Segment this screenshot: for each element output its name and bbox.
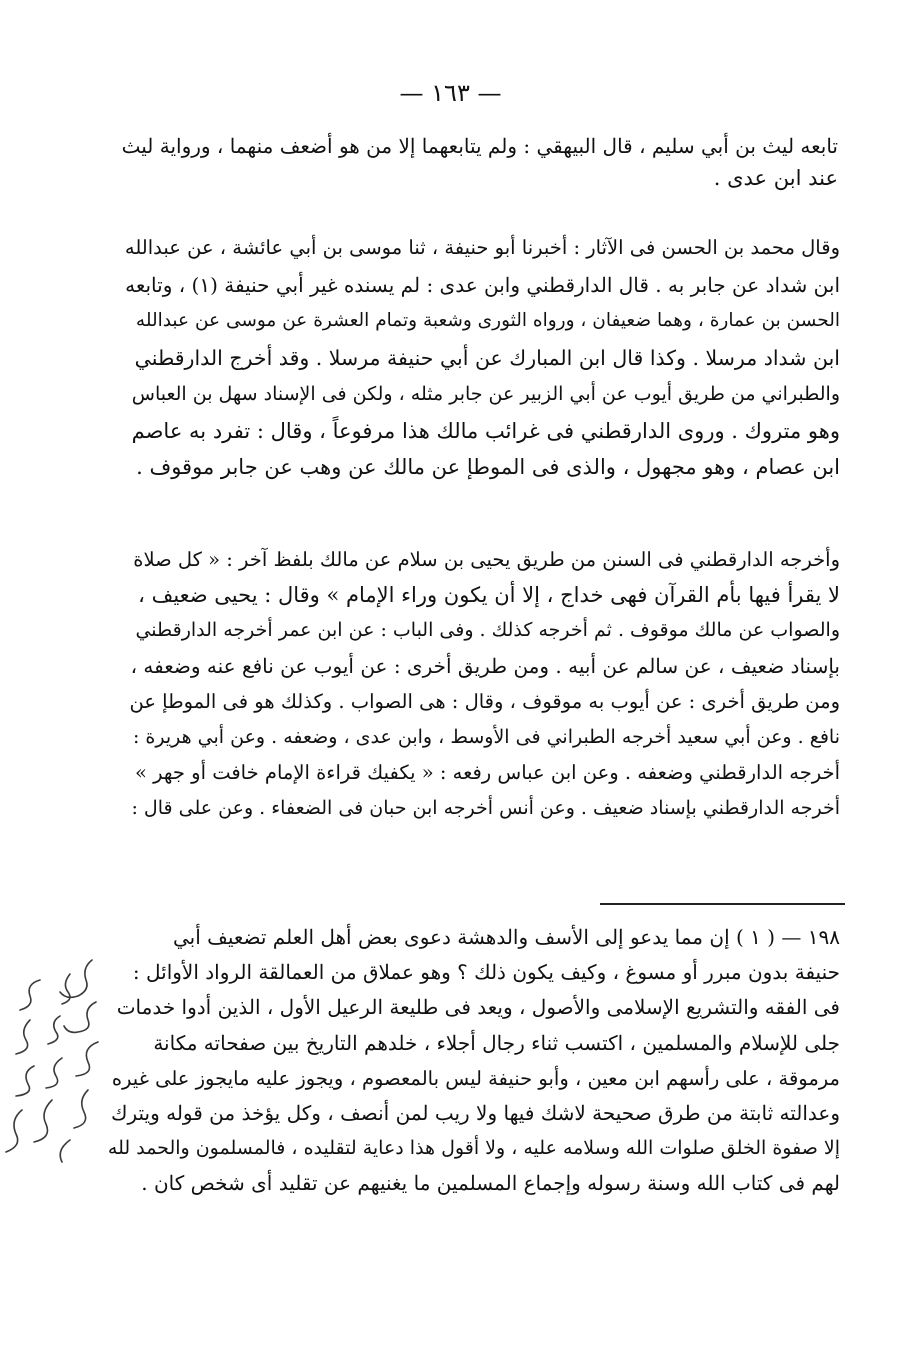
text-line: والطبراني من طريق أيوب عن أبي الزبير عن جابر مثله ، ولكن فى الإسناد سهل بن العباس	[131, 383, 840, 405]
footnote-line: فى الفقه والتشريع الإسلامى والأصول ، ويعد فى طليعة الرعيل الأول ، الذين أدوا خدمات	[116, 995, 840, 1020]
footnote-line: إلا صفوة الخلق صلوات الله وسلامه عليه ، ولا أقول هذا دعاية لتقليده ، فالمسلمون والحمد لله	[108, 1137, 840, 1160]
footnote-line: جلى للإسلام والمسلمين ، اكتسب ثناء رجال أجلاء ، خلدهم التاريخ بين صفحاته مكانة	[153, 1030, 840, 1055]
footnote-line: ١٩٨ — ( ١ ) إن مما يدعو إلى الأسف والدهشة دعوى بعض أهل العلم تضعيف أبي	[172, 925, 840, 949]
footnote	[108, 920, 840, 1202]
text-line: وهو متروك . وروى الدارقطني فى غرائب مالك هذا مرفوعاً ، وقال : تفرد به عاصم	[131, 418, 840, 443]
text-line: أخرجه الدارقطني وضعفه . وعن ابن عباس رفعه : « يكفيك قراءة الإمام خافت أو جهر »	[135, 761, 840, 784]
text-line: ابن عصام ، وهو مجهول ، والذى فى الموطإ عن مالك عن وهب عن جابر موقوف .	[136, 455, 840, 479]
text-line: تابعه ليث بن أبي سليم ، قال البيهقي : ولم يتابعهما إلا من هو أضعف منهما ، ورواية ليث	[121, 134, 838, 158]
text-line: ابن شداد مرسلا . وكذا قال ابن المبارك عن أبي حنيفة مرسلا . وقد أخرج الدارقطني	[134, 345, 840, 370]
text-line: والصواب عن مالك موقوف . ثم أخرجه كذلك . وفى الباب : عن ابن عمر أخرجه الدارقطني	[135, 619, 840, 641]
paragraph-2	[118, 230, 840, 486]
text-line: ابن شداد عن جابر به . قال الدارقطني وابن عدى : لم يسنده غير أبي حنيفة (١) ، وتابعه	[125, 272, 840, 297]
footnote-divider	[600, 903, 845, 905]
text-line: أخرجه الدارقطني بإسناد ضعيف . وعن أنس أخرجه ابن حبان فى الضعفاء . وعن على قال :	[131, 796, 840, 819]
text-line: الحسن بن عمارة ، وهما ضعيفان ، ورواه الثورى وشعبة وتمام العشرة عن موسى عن عبدالله	[135, 310, 840, 331]
paragraph-1	[118, 130, 838, 194]
handwritten-margin-note	[0, 950, 110, 1210]
footnote-line: وعدالته ثابتة من طرق صحيحة لاشك فيها ولا ريب لمن أنصف ، وكل يؤخذ من قوله ويترك	[110, 1101, 840, 1126]
page-number: — ١٦٣ —	[399, 79, 502, 107]
text-line: ومن طريق أخرى : عن أيوب به موقوف ، وقال : هى الصواب . وكذلك هو فى الموطإ عن	[129, 690, 840, 713]
text-line: عند ابن عدى .	[713, 166, 838, 190]
text-line: بإسناد ضعيف ، عن سالم عن أبيه . ومن طريق أخرى : عن أيوب عن نافع عنه وضعفه ،	[130, 653, 840, 678]
text-line: لا يقرأ فيها بأم القرآن فهى خداج ، إلا أن يكون وراء الإمام » وقال : يحيى ضعيف ،	[138, 582, 840, 607]
footnote-line: حنيفة بدون مبرر أو مسوغ ، وكيف يكون ذلك ؟ وهو عملاق من العمالقة الرواد الأوائل :	[132, 960, 840, 985]
footnote-line: لهم فى كتاب الله وسنة رسوله وإجماع المسلمين ما يغنيهم عن تقليد أى شخص كان .	[141, 1171, 840, 1196]
text-line: نافع . وعن أبي سعيد أخرجه الطبراني فى الأوسط ، وابن عدى ، وضعفه . وعن أبي هريرة :	[132, 725, 840, 748]
footnote-line: مرموقة ، على رأسهم ابن معين ، وأبو حنيفة ليس بالمعصوم ، ويجوز عليه مايجوز على غيره	[111, 1066, 840, 1090]
paragraph-3	[118, 542, 840, 826]
text-line: وقال محمد بن الحسن فى الآثار : أخبرنا أبو حنيفة ، ثنا موسى بن أبي عائشة ، عن عبدالله	[124, 236, 840, 259]
text-line: وأخرجه الدارقطني فى السنن من طريق يحيى بن سلام عن مالك بلفظ آخر : « كل صلاة	[133, 548, 840, 571]
